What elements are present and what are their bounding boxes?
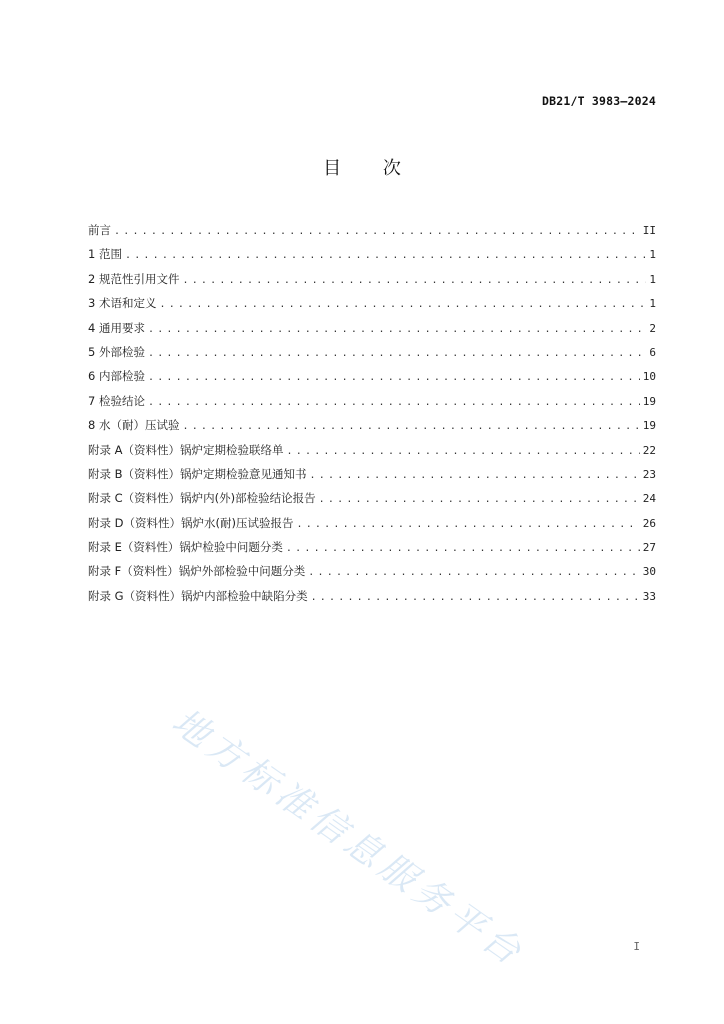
toc-entry-page: 24: [642, 492, 656, 506]
toc-entry-page: 2: [649, 321, 656, 335]
toc-entry-appendix-f[interactable]: [88, 559, 656, 583]
toc-entry-page: 33: [642, 589, 656, 603]
toc-entry-page: 1: [649, 297, 656, 311]
page-title: 目 次: [323, 158, 419, 179]
toc-leader-dots: [287, 440, 640, 464]
toc-entry-appendix-e[interactable]: [88, 535, 656, 559]
toc-entry-general-requirements[interactable]: [88, 316, 656, 340]
toc-entry-label: 附录 G（资料性）锅炉内部检验中缺陷分类: [88, 588, 308, 603]
toc-entry-internal-inspection[interactable]: [88, 364, 656, 388]
toc-entry-normative-references[interactable]: [88, 267, 656, 291]
toc-entry-page: 23: [642, 467, 656, 481]
toc-entry-terms-definitions[interactable]: [88, 291, 656, 315]
toc-entry-label: 7 检验结论: [88, 393, 145, 408]
toc-entry-pressure-test[interactable]: [88, 413, 656, 437]
toc-entry-page: 30: [642, 565, 656, 579]
toc-leader-dots: [319, 488, 640, 512]
toc-entry-label: 前言: [88, 223, 111, 237]
document-code: DB21/T 3983—2024: [542, 94, 656, 108]
watermark: 地方标准信息服务平台: [164, 701, 533, 976]
toc-leader-dots: [125, 244, 646, 268]
toc-entry-appendix-g[interactable]: [88, 584, 656, 608]
toc-entry-label: 2 规范性引用文件: [88, 271, 180, 286]
toc-entry-label: 附录 F（资料性）锅炉外部检验中问题分类: [88, 564, 306, 579]
toc-entry-appendix-c[interactable]: [88, 486, 656, 510]
page-number: I: [633, 940, 640, 953]
toc-entry-scope[interactable]: [88, 242, 656, 266]
toc-leader-dots: [296, 513, 639, 537]
toc-leader-dots: [286, 537, 640, 561]
toc-entry-page: 6: [649, 345, 656, 359]
toc-leader-dots: [148, 342, 646, 366]
toc-entry-label: 6 内部检验: [88, 369, 145, 384]
toc-entry-page: 22: [642, 443, 656, 457]
toc-entry-inspection-conclusion[interactable]: [88, 389, 656, 413]
toc-leader-dots: [182, 269, 646, 293]
toc-leader-dots: [308, 561, 639, 585]
toc-entry-page: 19: [642, 419, 656, 433]
toc-entry-page: II: [642, 224, 656, 237]
toc-entry-label: 8 水（耐）压试验: [88, 418, 180, 433]
toc-entry-appendix-b[interactable]: [88, 462, 656, 486]
toc-leader-dots: [148, 318, 646, 342]
toc-leader-dots: [311, 586, 640, 610]
toc-entry-page: 19: [642, 394, 656, 408]
toc-entry-page: 10: [642, 370, 656, 384]
toc-entry-label: 附录 A（资料性）锅炉定期检验联络单: [88, 442, 284, 457]
toc-entry-page: 27: [642, 541, 656, 555]
toc-leader-dots: [182, 415, 639, 439]
toc-entry-label: 附录 B（资料性）锅炉定期检验意见通知书: [88, 466, 307, 481]
toc-entry-page: 26: [642, 516, 656, 530]
toc-entry-page: 1: [649, 248, 656, 262]
toc-entry-label: 附录 E（资料性）锅炉检验中问题分类: [88, 540, 283, 555]
toc-entry-appendix-d[interactable]: [88, 511, 656, 535]
toc-entry-label: 附录 D（资料性）锅炉水(耐)压试验报告: [88, 515, 294, 530]
toc-entry-label: 附录 C（资料性）锅炉内(外)部检验结论报告: [88, 491, 316, 506]
toc-leader-dots: [114, 220, 640, 244]
toc-entry-appendix-a[interactable]: [88, 438, 656, 462]
toc-leader-dots: [159, 293, 646, 317]
toc-entry-label: 4 通用要求: [88, 320, 145, 335]
toc-entry-foreword[interactable]: [88, 218, 656, 242]
toc-entry-page: 1: [649, 272, 656, 286]
toc-leader-dots: [148, 391, 640, 415]
toc-leader-dots: [148, 366, 640, 390]
table-of-contents: [88, 218, 656, 608]
toc-entry-label: 5 外部检验: [88, 344, 145, 359]
toc-entry-label: 3 术语和定义: [88, 296, 157, 311]
toc-entry-external-inspection[interactable]: [88, 340, 656, 364]
toc-entry-label: 1 范围: [88, 247, 122, 262]
toc-leader-dots: [310, 464, 640, 488]
